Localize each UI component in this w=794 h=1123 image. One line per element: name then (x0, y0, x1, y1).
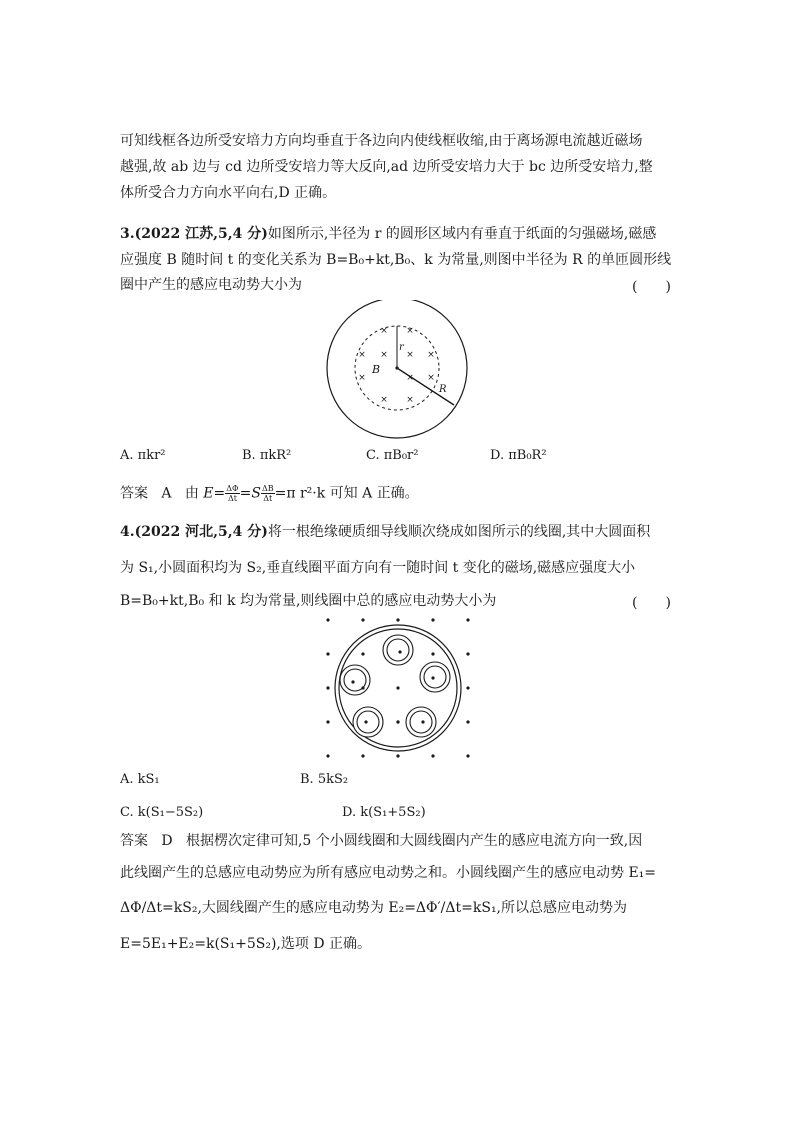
small-coils (340, 635, 450, 737)
q4-option-c[interactable]: C. k(S₁−5S₂) (120, 805, 204, 820)
center-dot (395, 366, 398, 369)
cross-mark: × (406, 373, 414, 383)
cross-mark: × (406, 326, 414, 336)
answer-label: 答案 (120, 485, 148, 502)
q3-option-a[interactable]: A. πkr² (120, 448, 166, 463)
q3-option-b[interactable]: B. πkR² (242, 448, 292, 463)
fraction-dphi-dt: $\frac{\Delta\Phi}{\Delta t}$ (226, 484, 239, 503)
q3-option-c[interactable]: C. πB₀r² (366, 448, 419, 463)
q4-answer-line-4: E=5E₁+E₂=k(S₁+5S₂),选项 D 正确。 (120, 936, 372, 952)
q4-number: 4. (120, 524, 135, 540)
q4-stem-line-2: 为 S₁,小圆面积均为 S₂,垂直线圈平面方向有一随时间 t 变化的磁场,磁感应强度大小 (120, 560, 636, 576)
q3-number: 3. (120, 226, 135, 242)
cross-mark: × (380, 395, 388, 405)
q4-stem-text-1: 将一根绝缘硬质细导线顺次绕成如图所示的线圈,其中大圆面积 (267, 524, 651, 540)
answer-pre: 由 (184, 485, 199, 502)
fraction-db-dt: $\frac{\Delta B}{\Delta t}$ (261, 484, 274, 503)
q3-source: (2022 江苏,5,4 分) (134, 226, 268, 242)
q4-figure (315, 608, 475, 770)
cross-mark: × (427, 350, 435, 360)
q3-stem-line-2: 应强度 B 随时间 t 的变化关系为 B=B₀+kt,B₀、k 为常量,则图中半径为 R 的单匝圆形线 (120, 252, 672, 268)
cross-mark: × (358, 373, 366, 383)
prev-answer-line-2: 越强,故 ab 边与 cd 边所受安培力等大反向,ad 边所受安培力大于 bc 边所受安培力,整 (120, 159, 653, 175)
q4-source: (2022 河北,5,4 分) (134, 524, 268, 540)
q4-answer-line-1 (120, 832, 642, 850)
answer-choice: A (161, 485, 172, 502)
label-r: r (399, 342, 404, 353)
cross-mark: × (380, 326, 388, 336)
answer-post: =π r²·k 可知 A 正确。 (274, 485, 419, 502)
answer-choice: D (161, 833, 173, 849)
q3-stem-line-1 (120, 225, 656, 243)
label-B: B (372, 363, 381, 376)
q4-option-b[interactable]: B. 5kS₂ (300, 772, 349, 787)
q3-stem-line-3: 圈中产生的感应电动势大小为 (120, 277, 302, 293)
cross-mark: × (406, 350, 414, 360)
label-R: R (439, 384, 447, 395)
answer-text-1: 根据楞次定律可知,5 个小圆线圈和大圆线圈内产生的感应电流方向一致,因 (185, 833, 643, 849)
q4-option-a[interactable]: A. kS₁ (120, 772, 160, 787)
prev-answer-line-1: 可知线框各边所受安培力方向均垂直于各边向内使线框收缩,由于离场源电流越近磁场 (120, 133, 643, 149)
cross-mark: × (358, 350, 366, 360)
q4-answer-line-3: ΔΦ/Δt=kS₂,大圆线圈产生的感应电动势为 E₂=ΔΦ′/Δt=kS₁,所以总感应电动势为 (120, 900, 628, 916)
q3-answer: 答案 A 由 E= $\frac{\Delta\Phi}{\Delta t}$ =S $\frac{\Delta B}{\Delta t}$ =π r²·k 可知 A 正确。 (120, 484, 419, 503)
q3-stem-text-1: 如图所示,半径为 r 的圆形区域内有垂直于纸面的匀强磁场,磁感 (267, 226, 657, 242)
q3-option-d[interactable]: D. πB₀R² (490, 448, 547, 463)
cross-mark: × (380, 350, 388, 360)
q3-answer-paren: ( ) (632, 279, 671, 295)
q3-figure (318, 300, 480, 440)
q4-option-d[interactable]: D. k(S₁+5S₂) (342, 805, 426, 820)
cross-mark: × (427, 373, 435, 383)
q4-answer-paren: ( ) (632, 595, 671, 611)
q4-answer-line-2: 此线圈产生的总感应电动势应为所有感应电动势之和。小圆线圈产生的感应电动势 E₁= (120, 865, 657, 881)
q4-stem-line-3: B=B₀+kt,B₀ 和 k 均为常量,则线圈中总的感应电动势大小为 (120, 593, 497, 609)
answer-label: 答案 (120, 833, 148, 849)
cross-mark: × (406, 395, 414, 405)
q4-stem-line-1 (120, 523, 650, 541)
prev-answer-line-3: 体所受合力方向水平向右,D 正确。 (120, 185, 337, 201)
